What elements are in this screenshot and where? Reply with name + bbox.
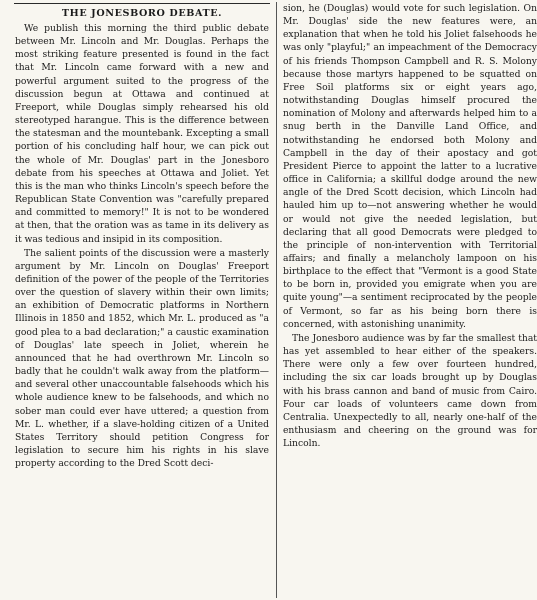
left-column (15, 7, 269, 599)
right-column (283, 2, 537, 600)
article-headline: THE JONESBORO DEBATE. (61, 8, 223, 19)
paragraph-intro: We publish this morning the third public debate between Mr. Lincoln and Mr. Douglas. Perhaps the most striking feature presented is found in the fact that Mr. Lincoln came forward with a new and powerful argument suited to the progress of the discussion begun at Ottawa and continued at Freeport, while Douglas simply rehearsed his old stereotyped harangue. This is the difference between the statesman and the mountebank. Excepting a small portion of his concluding half hour, we can pick out the whole of Mr. Douglas' part in the Jonesboro debate from his speeches at Ottawa and Joliet. Yet this is the man who thinks Lincoln's speech before the Republican State Convention was "carefully prepared and committed to memory!" It is not to be wondered at then, that the oration was as tame in its delivery as it was tedious and insipid in its composition. (15, 23, 269, 245)
column-divider (276, 2, 277, 598)
paragraph-continuation: sion, he (Douglas) would vote for such legislation. On Mr. Douglas' side the new features were, an explanation that when he told his Joliet falsehoods he was only "playful;" an impeachment of the Democracy of his friends Thompson Campbell and R. S. Molony because those martyrs happened to be squatted on Free Soil platforms six or eight years ago, notwithstanding Douglas himself procured the nomination of Molony and afterwards helped him to a snug berth in the Danville Land Office, and notwithstanding he endorsed both Molony and Campbell in the day of their apostacy and got President Pierce to appoint the latter to a lucrative office in California; a skillful dodge around the new angle of the Dred Scott decision, which Lincoln had hauled him up to—not answering whether he would or would not give the needed legislation, but declaring that all good Democrats were pledged to the principle of non-intervention with Territorial affairs; and finally a melancholy lampoon on his birthplace to the effect that "Vermont is a good State to be born in, provided you emigrate when you are quite young"—a sentiment reciprocated by the people of Vermont, so far as his being born there is concerned, with astonishing unanimity. (283, 3, 537, 330)
paragraph-audience: The Jonesboro audience was by far the smallest that has yet assembled to hear either of the speakers. There were only a few over fourteen hundred, including the six car loads brought up by Douglas with his brass cannon and band of music from Cairo. Four car loads of volunteers came down from Centralia. Unexpectedly to all, nearly one-half of the enthusiasm and cheering on the ground was for Lincoln. (283, 332, 537, 450)
top-rule (14, 3, 270, 4)
paragraph-salient-points: The salient points of the discussion were a masterly argument by Mr. Lincoln on Douglas' Freeport definition of the power of the people of the Territories over the question of slavery within their own limits; an exhibition of Democratic platforms in Northern Illinois in 1850 and 1852, which Mr. L. produced as "a good plea to a bad declaration;" a caustic examination of Douglas' late speech in Joliet, wherein he announced that he had overthrown Mr. Lincoln so badly that he couldn't walk away from the platform—and several other unaccountable falsehoods which his whole audience knew to be falsehoods, and which no sober man could ever have uttered; a question from Mr. L. whether, if a slave-holding citizen of a United States Territory should petition Congress for legislation to secure him his rights in his slave property according to the Dred Scott deci- (15, 247, 269, 470)
